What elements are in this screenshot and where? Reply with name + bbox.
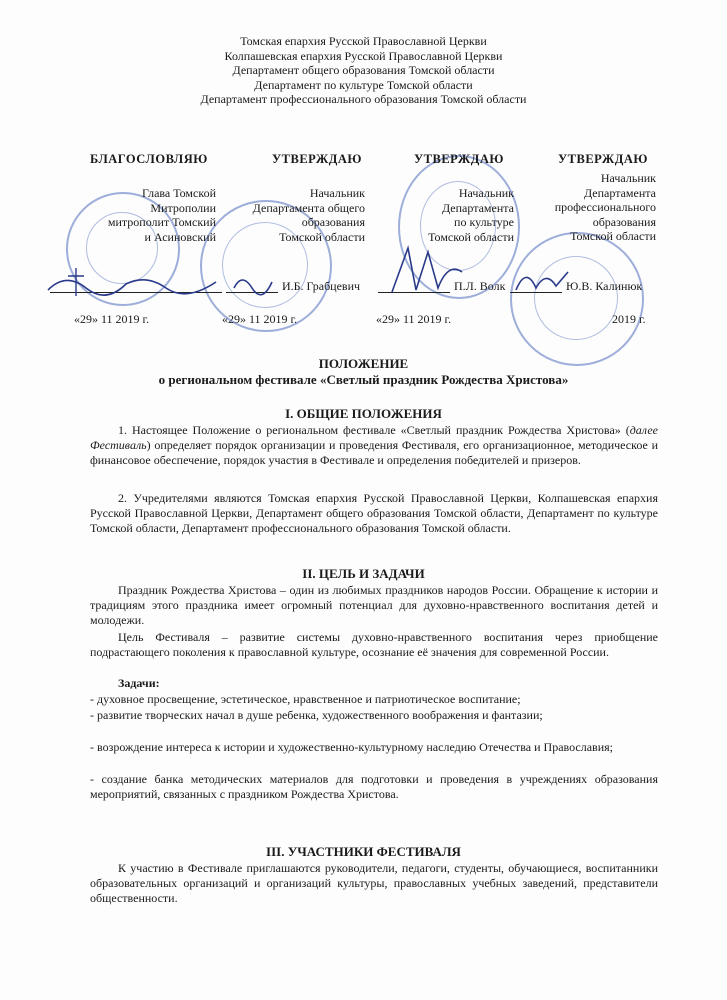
signature-4 [512,262,572,303]
task-item-3: - возрождение интереса к истории и художественно-культурному наследию Отечества и Православия; [90,740,613,754]
tasks-label: Задачи: [118,676,160,690]
approval-name-2: И.Б. Грабцевич [282,279,361,293]
approval-position-3: Начальник Департамента по культуре Томской области [428,186,514,244]
approval-heading-2: УТВЕРЖДАЮ [272,152,362,166]
approval-heading-3: УТВЕРЖДАЮ [414,152,504,166]
header-line-5: Департамент профессионального образования Томской области [200,92,527,106]
section-2-paragraph-2: Цель Фестиваля – развитие системы духовно-нравственного воспитания через приобщение подрастающего поколения к православной культуре, осознание её значения для современной России. [90,630,658,659]
approval-heading-4: УТВЕРЖДАЮ [558,152,648,166]
task-item-1: - духовное просвещение, эстетическое, нравственное и патриотическое воспитание; [90,692,521,706]
signature-3 [388,242,468,307]
approval-position-4: Начальник Департамента профессионального образования Томской области [554,171,656,243]
header-line-1: Томская епархия Русской Православной Церкви [240,34,487,48]
approval-block [0,0,727,340]
approval-position-2: Начальник Департамента общего образования Томской области [252,186,365,244]
task-item-4: - создание банка методических материалов для подготовки и проведения в учреждениях образования мероприятий, связанных с праздником Рождества Христова. [90,772,658,801]
signature-1 [46,262,226,307]
section-2-title: II. ЦЕЛЬ И ЗАДАЧИ [302,566,425,581]
approval-name-3: П.Л. Волк [454,279,506,293]
approval-date-2: «29» 11 2019 г. [222,312,298,326]
section-1-title: I. ОБЩИЕ ПОЛОЖЕНИЯ [285,406,442,421]
section-1-paragraph-2: 2. Учредителями являются Томская епархия Русской Православной Церкви, Колпашевская епархия Русской Православной Церкви, Департамент общего образования Томской области, Департамент по культуре Томской области, Департамент профессионального образования Томской области. [90,491,658,535]
document-title: ПОЛОЖЕНИЕ о региональном фестивале «Светлый праздник Рождества Христова» [158,356,569,387]
approval-position-1: Глава Томской Митрополии митрополит Томский и Асиновский [107,186,216,244]
header-line-2: Колпашевская епархия Русской Православной Церкви [224,48,503,63]
approval-date-3: «29» 11 2019 г. [376,312,452,326]
section-3-title: III. УЧАСТНИКИ ФЕСТИВАЛЯ [266,844,461,859]
approval-date-4: 2019 г. [612,312,646,326]
section-2-paragraph-1: Праздник Рождества Христова – один из любимых праздников народов России. Обращение к истории и традициям этого праздника имеет огромный потенциал для духовно-нравственного воспитания детей и молодежи. [90,583,658,627]
header-line-3: Департамент общего образования Томской области [232,63,495,77]
task-item-2: - развитие творческих начал в душе ребенка, художественного воображения и фантазии; [90,708,543,722]
approval-name-4: Ю.В. Калинюк [566,279,643,293]
section-3-paragraph-1: К участию в Фестивале приглашаются руководители, педагоги, студенты, обучающиеся, воспитанники образовательных организаций и организаций культуры, православных учебных заведений, представители общественности. [90,861,658,905]
section-1-paragraph-1: 1. Настоящее Положение о региональном фестивале «Светлый праздник Рождества Христова» (далее Фестиваль) определяет порядок организации и проведения Фестиваля, его организационное, методическое и финансовое обеспечение, порядок участия в Фестивале и определения победителей и призеров. [90,423,658,467]
header-line-4: Департамент по культуре Томской области [254,77,473,92]
approval-heading-1: БЛАГОСЛОВЛЯЮ [90,152,208,166]
signature-2 [232,268,282,303]
approval-date-1: «29» 11 2019 г. [74,312,150,326]
